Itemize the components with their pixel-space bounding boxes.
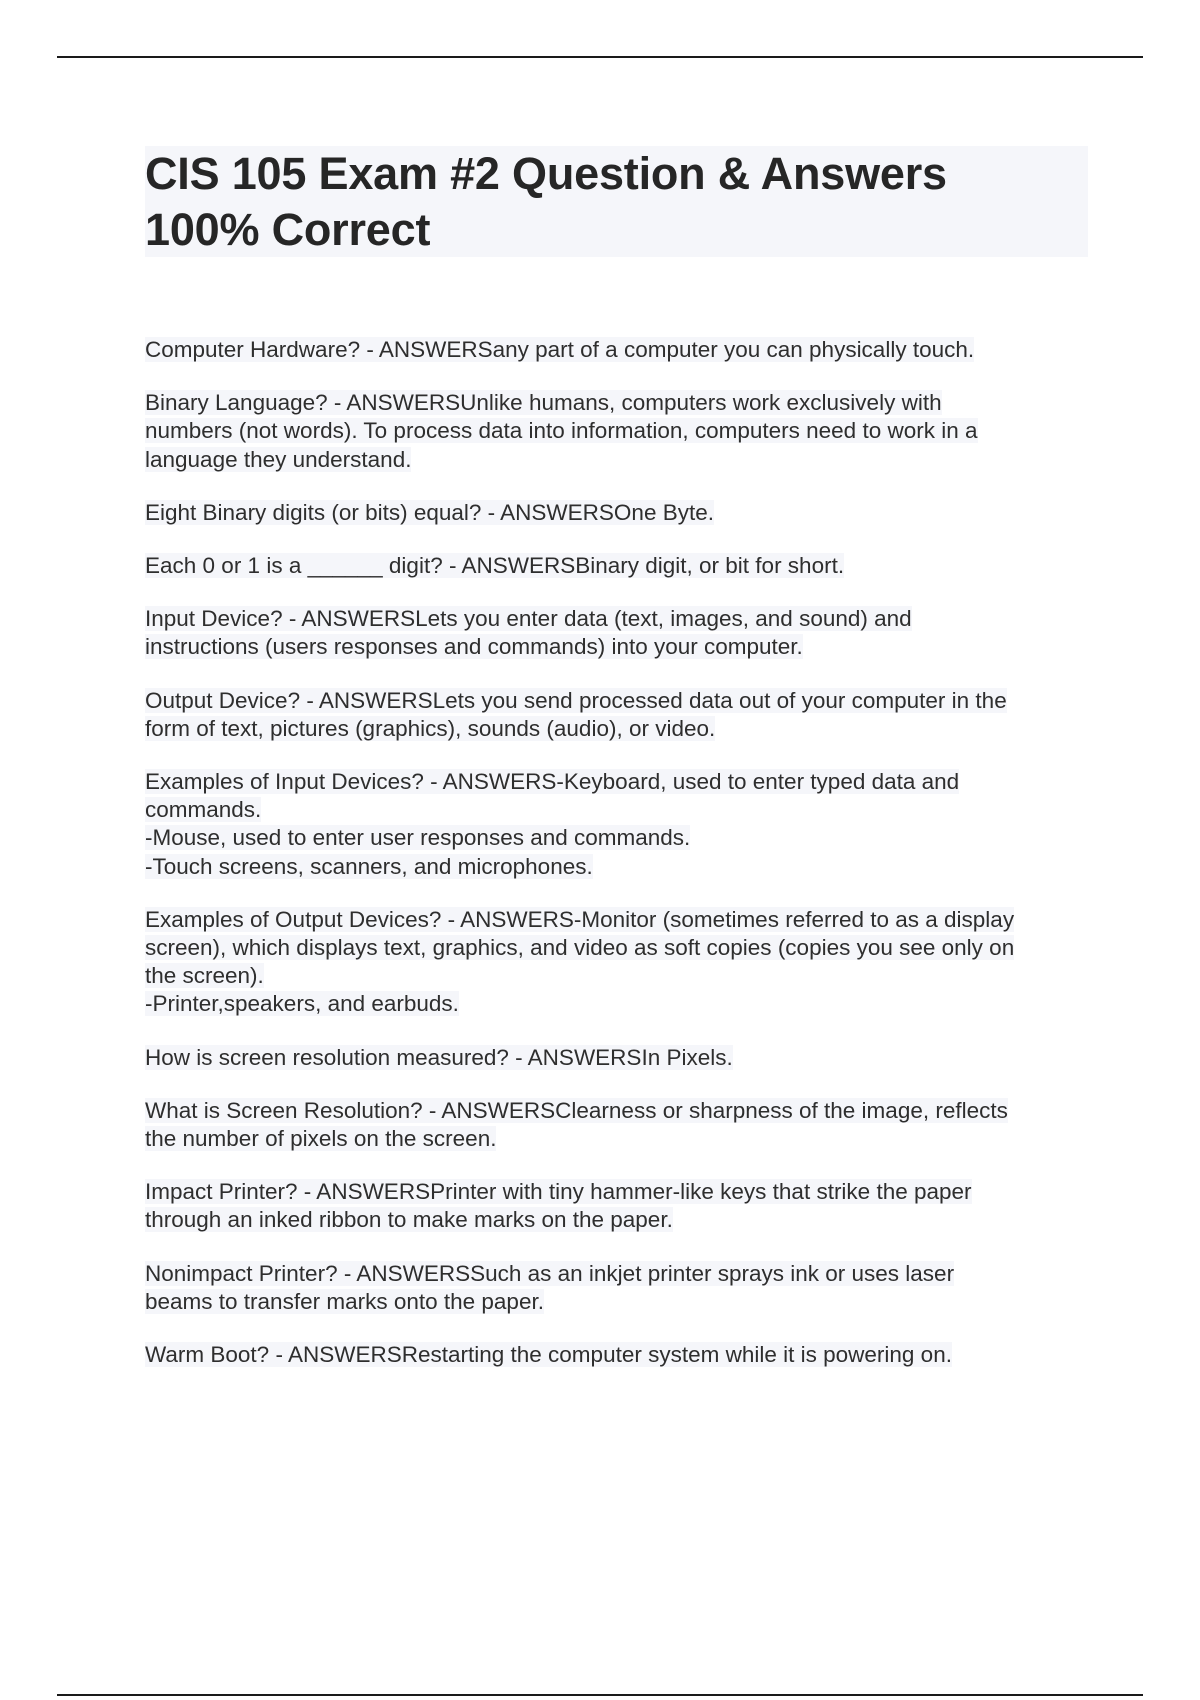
document-title bbox=[145, 146, 1088, 258]
qa-item bbox=[145, 336, 1105, 364]
qa-line bbox=[145, 1288, 1105, 1316]
qa-line bbox=[145, 796, 1105, 824]
qa-line-text: -Mouse, used to enter user responses and commands. bbox=[145, 825, 691, 851]
qa-line bbox=[145, 687, 1105, 715]
qa-line-text: Input Device? - ANSWERSLets you enter data (text, images, and sound) and bbox=[145, 606, 912, 632]
qa-item bbox=[145, 1341, 1105, 1369]
qa-line bbox=[145, 768, 1105, 796]
qa-line-text: Impact Printer? - ANSWERSPrinter with tiny hammer-like keys that strike the paper bbox=[145, 1179, 972, 1205]
qa-line-text: Eight Binary digits (or bits) equal? - ANSWERSOne Byte. bbox=[145, 499, 714, 525]
qa-item bbox=[145, 499, 1105, 527]
title-line: CIS 105 Exam #2 Question & Answers bbox=[145, 148, 947, 199]
qa-line bbox=[145, 1178, 1105, 1206]
qa-line bbox=[145, 1341, 1105, 1369]
qa-item bbox=[145, 906, 1105, 1019]
qa-line-text: Each 0 or 1 is a ______ digit? - ANSWERSBinary digit, or bit for short. bbox=[145, 553, 845, 579]
qa-line-text: What is Screen Resolution? - ANSWERSClearness or sharpness of the image, reflects bbox=[145, 1097, 1008, 1123]
qa-line bbox=[145, 605, 1105, 633]
top-rule bbox=[57, 56, 1143, 58]
qa-line bbox=[145, 552, 1105, 580]
qa-line bbox=[145, 499, 1105, 527]
qa-line-text: through an inked ribbon to make marks on the paper. bbox=[145, 1207, 673, 1233]
qa-item bbox=[145, 687, 1105, 743]
qa-line bbox=[145, 1097, 1105, 1125]
qa-line bbox=[145, 853, 1105, 881]
qa-item bbox=[145, 1178, 1105, 1234]
qa-line bbox=[145, 934, 1105, 962]
qa-item bbox=[145, 1044, 1105, 1072]
qa-line bbox=[145, 1125, 1105, 1153]
qa-line-text: Binary Language? - ANSWERSUnlike humans, computers work exclusively with bbox=[145, 390, 942, 416]
qa-line bbox=[145, 962, 1105, 990]
qa-line-text: instructions (users responses and commands) into your computer. bbox=[145, 634, 803, 660]
qa-line-text: Output Device? - ANSWERSLets you send processed data out of your computer in the bbox=[145, 687, 1007, 713]
qa-line bbox=[145, 824, 1105, 852]
qa-line-text: commands. bbox=[145, 797, 262, 823]
qa-item bbox=[145, 552, 1105, 580]
qa-line bbox=[145, 446, 1105, 474]
qa-line-text: beams to transfer marks onto the paper. bbox=[145, 1288, 544, 1314]
qa-line-text: the screen). bbox=[145, 963, 264, 989]
qa-line bbox=[145, 1044, 1105, 1072]
bottom-rule bbox=[57, 1694, 1143, 1696]
qa-item bbox=[145, 605, 1105, 661]
qa-item bbox=[145, 1097, 1105, 1153]
qa-line-text: numbers (not words). To process data into information, computers need to work in a bbox=[145, 418, 978, 444]
qa-line bbox=[145, 389, 1105, 417]
qa-item bbox=[145, 389, 1105, 474]
qa-line-text: Examples of Output Devices? - ANSWERS-Monitor (sometimes referred to as a display bbox=[145, 906, 1015, 932]
qa-line bbox=[145, 417, 1105, 445]
title-block bbox=[145, 146, 1088, 257]
qa-line-text: -Touch screens, scanners, and microphones. bbox=[145, 853, 593, 879]
qa-line bbox=[145, 633, 1105, 661]
qa-line bbox=[145, 1206, 1105, 1234]
title-line: 100% Correct bbox=[145, 204, 431, 255]
qa-line bbox=[145, 906, 1105, 934]
qa-line bbox=[145, 715, 1105, 743]
qa-line-text: language they understand. bbox=[145, 446, 412, 472]
qa-line-text: screen), which displays text, graphics, and video as soft copies (copies you see only on bbox=[145, 935, 1015, 961]
qa-line-text: How is screen resolution measured? - ANSWERSIn Pixels. bbox=[145, 1044, 733, 1070]
qa-line-text: Warm Boot? - ANSWERSRestarting the computer system while it is powering on. bbox=[145, 1342, 952, 1368]
qa-line-text: Examples of Input Devices? - ANSWERS-Keyboard, used to enter typed data and bbox=[145, 769, 960, 795]
qa-line bbox=[145, 1260, 1105, 1288]
qa-line-text: Computer Hardware? - ANSWERSany part of a computer you can physically touch. bbox=[145, 337, 975, 362]
qa-line-text: form of text, pictures (graphics), sounds (audio), or video. bbox=[145, 715, 716, 741]
qa-list bbox=[145, 336, 1105, 1394]
qa-line-text: Nonimpact Printer? - ANSWERSSuch as an inkjet printer sprays ink or uses laser bbox=[145, 1260, 955, 1286]
qa-item bbox=[145, 1260, 1105, 1316]
qa-line bbox=[145, 990, 1105, 1018]
qa-item bbox=[145, 768, 1105, 881]
qa-line-text: -Printer,speakers, and earbuds. bbox=[145, 991, 459, 1017]
qa-line-text: the number of pixels on the screen. bbox=[145, 1126, 497, 1152]
qa-line bbox=[145, 336, 1105, 364]
